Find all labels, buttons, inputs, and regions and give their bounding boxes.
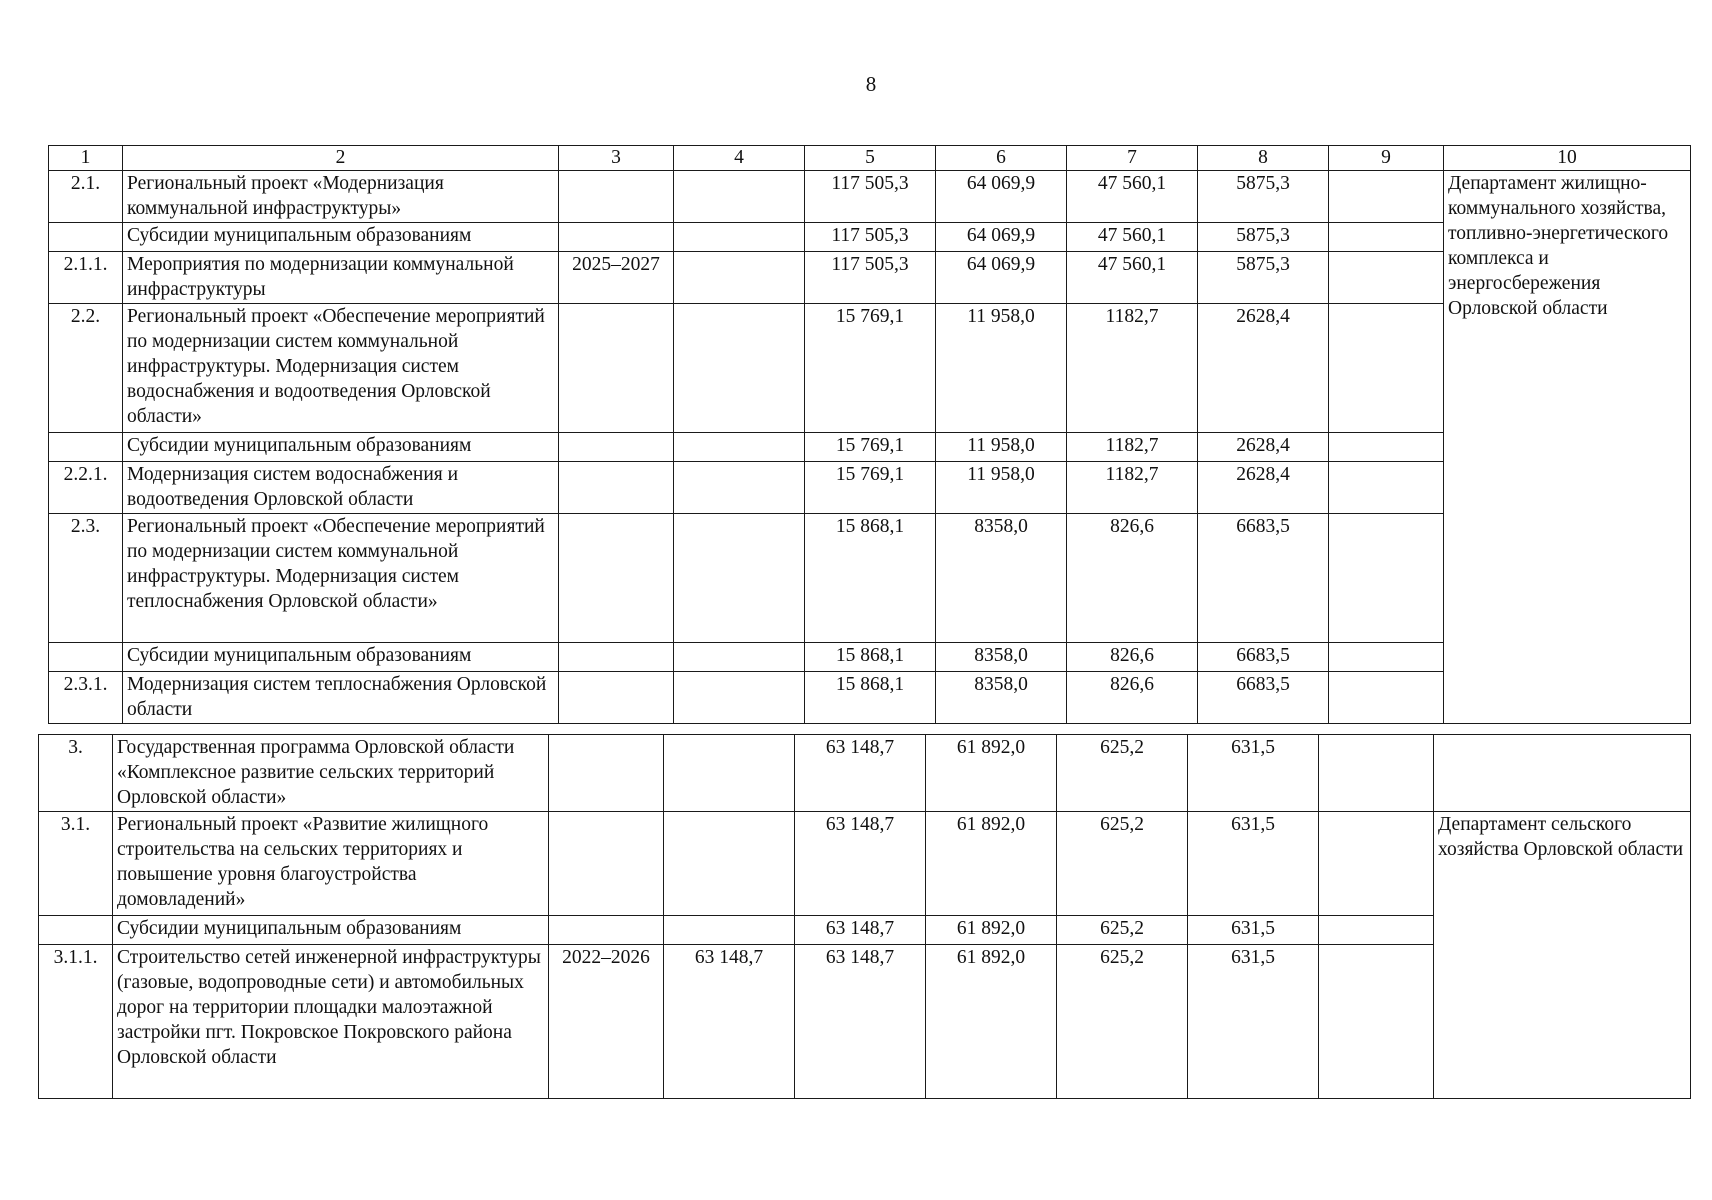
row-name: Модернизация систем водоснабжения и водоотведения Орловской области — [123, 462, 559, 514]
row-col6: 11 958,0 — [936, 462, 1067, 514]
row-col6: 11 958,0 — [936, 433, 1067, 462]
row-col4 — [674, 433, 805, 462]
row-code — [49, 223, 123, 252]
row-col5: 15 868,1 — [805, 514, 936, 643]
row-col6: 11 958,0 — [936, 304, 1067, 433]
row-name: Региональный проект «Обеспечение мероприятий по модернизации систем коммунальной инфраструктуры. Модернизация систем теплоснабжения Орловской области» — [123, 514, 559, 643]
row-period — [559, 223, 674, 252]
row-period — [559, 462, 674, 514]
row-col4 — [674, 672, 805, 724]
row-period — [559, 514, 674, 643]
row-code: 3.1.1. — [39, 945, 113, 1099]
header-col-1: 1 — [49, 146, 123, 171]
row-col9 — [1329, 514, 1444, 643]
row-period — [549, 812, 664, 916]
row-col6: 64 069,9 — [936, 252, 1067, 304]
row-col6: 61 892,0 — [926, 916, 1057, 945]
header-col-8: 8 — [1198, 146, 1329, 171]
row-col8: 6683,5 — [1198, 643, 1329, 672]
row-col7: 625,2 — [1057, 945, 1188, 1099]
row-name: Субсидии муниципальным образованиям — [113, 916, 549, 945]
row-code: 2.3.1. — [49, 672, 123, 724]
row-col8: 2628,4 — [1198, 433, 1329, 462]
row-period — [559, 171, 674, 223]
header-col-9: 9 — [1329, 146, 1444, 171]
row-name: Региональный проект «Обеспечение мероприятий по модернизации систем коммунальной инфраструктуры. Модернизация систем водоснабжения и водоотведения Орловской области» — [123, 304, 559, 433]
header-col-10: 10 — [1444, 146, 1691, 171]
row-code — [49, 433, 123, 462]
row-col4: 63 148,7 — [664, 945, 795, 1099]
row-name: Региональный проект «Развитие жилищного строительства на сельских территориях и повышение уровня благоустройства домовладений» — [113, 812, 549, 916]
row-code: 3. — [39, 735, 113, 812]
row-col9 — [1329, 223, 1444, 252]
table-row — [39, 735, 1691, 812]
row-col4 — [674, 223, 805, 252]
row-code — [49, 643, 123, 672]
row-col7: 826,6 — [1067, 514, 1198, 643]
row-code: 2.1. — [49, 171, 123, 223]
row-col7: 625,2 — [1057, 812, 1188, 916]
row-col5: 117 505,3 — [805, 171, 936, 223]
row-col6: 64 069,9 — [936, 171, 1067, 223]
row-code: 2.2. — [49, 304, 123, 433]
row-col9 — [1329, 643, 1444, 672]
row-name: Субсидии муниципальным образованиям — [123, 643, 559, 672]
row-col8: 2628,4 — [1198, 462, 1329, 514]
row-col7: 826,6 — [1067, 672, 1198, 724]
row-col5: 15 769,1 — [805, 462, 936, 514]
header-col-2: 2 — [123, 146, 559, 171]
row-period — [559, 304, 674, 433]
row-name: Субсидии муниципальным образованиям — [123, 223, 559, 252]
responsible-agriculture-department: Департамент сельского хозяйства Орловской области — [1434, 812, 1691, 1099]
header-row — [49, 146, 1691, 171]
row-col4 — [664, 735, 795, 812]
row-period — [549, 916, 664, 945]
row-name: Государственная программа Орловской области «Комплексное развитие сельских территорий Орловской области» — [113, 735, 549, 812]
header-col-4: 4 — [674, 146, 805, 171]
row-name: Мероприятия по модернизации коммунальной инфраструктуры — [123, 252, 559, 304]
row-col8: 631,5 — [1188, 916, 1319, 945]
row-col5: 63 148,7 — [795, 735, 926, 812]
header-col-7: 7 — [1067, 146, 1198, 171]
row-col9 — [1319, 945, 1434, 1099]
row-col7: 47 560,1 — [1067, 171, 1198, 223]
row-col6: 61 892,0 — [926, 735, 1057, 812]
row-col8: 6683,5 — [1198, 672, 1329, 724]
row-col9 — [1319, 812, 1434, 916]
row-code: 2.2.1. — [49, 462, 123, 514]
row-col9 — [1329, 171, 1444, 223]
row-col8: 631,5 — [1188, 812, 1319, 916]
row-col5: 117 505,3 — [805, 223, 936, 252]
row-col4 — [674, 643, 805, 672]
row-col5: 15 769,1 — [805, 433, 936, 462]
row-col9 — [1329, 433, 1444, 462]
row-col9 — [1319, 916, 1434, 945]
row-col6: 8358,0 — [936, 643, 1067, 672]
row-col7: 47 560,1 — [1067, 223, 1198, 252]
table-row — [49, 171, 1691, 223]
row-name: Региональный проект «Модернизация коммунальной инфраструктуры» — [123, 171, 559, 223]
row-col6: 61 892,0 — [926, 812, 1057, 916]
row-col7: 47 560,1 — [1067, 252, 1198, 304]
row-col4 — [674, 171, 805, 223]
row-col4 — [674, 304, 805, 433]
row-col9 — [1319, 735, 1434, 812]
row-col4 — [664, 812, 795, 916]
row-col5: 63 148,7 — [795, 812, 926, 916]
row-col5: 15 769,1 — [805, 304, 936, 433]
row-col4 — [674, 514, 805, 643]
row-col9 — [1329, 252, 1444, 304]
row-col5: 15 868,1 — [805, 643, 936, 672]
row-code: 3.1. — [39, 812, 113, 916]
row-name: Субсидии муниципальным образованиям — [123, 433, 559, 462]
row-name: Модернизация систем теплоснабжения Орловской области — [123, 672, 559, 724]
page-number: 8 — [865, 72, 877, 96]
row-col6: 61 892,0 — [926, 945, 1057, 1099]
row-col6: 8358,0 — [936, 672, 1067, 724]
row-name: Строительство сетей инженерной инфраструктуры (газовые, водопроводные сети) и автомобильных дорог на территории площадки малоэтажной застройки пгт. Покровское Покровского района Орловской области — [113, 945, 549, 1099]
row-col5: 117 505,3 — [805, 252, 936, 304]
row-col9 — [1329, 462, 1444, 514]
row-code: 2.3. — [49, 514, 123, 643]
row-col4 — [664, 916, 795, 945]
row-col9 — [1329, 672, 1444, 724]
row-period — [559, 672, 674, 724]
row-col7: 625,2 — [1057, 735, 1188, 812]
budget-table-upper — [48, 145, 1691, 724]
row-col5: 15 868,1 — [805, 672, 936, 724]
row-col5: 63 148,7 — [795, 916, 926, 945]
row-period — [559, 643, 674, 672]
responsible-program3 — [1434, 735, 1691, 812]
row-col7: 1182,7 — [1067, 433, 1198, 462]
row-col9 — [1329, 304, 1444, 433]
row-col8: 5875,3 — [1198, 223, 1329, 252]
row-code — [39, 916, 113, 945]
budget-table-lower — [38, 734, 1691, 1099]
row-col8: 631,5 — [1188, 945, 1319, 1099]
header-col-5: 5 — [805, 146, 936, 171]
row-col7: 1182,7 — [1067, 462, 1198, 514]
row-col7: 625,2 — [1057, 916, 1188, 945]
row-col8: 631,5 — [1188, 735, 1319, 812]
header-col-6: 6 — [936, 146, 1067, 171]
row-col8: 5875,3 — [1198, 252, 1329, 304]
table-row — [39, 812, 1691, 916]
row-col6: 8358,0 — [936, 514, 1067, 643]
row-col4 — [674, 252, 805, 304]
row-col7: 1182,7 — [1067, 304, 1198, 433]
row-col5: 63 148,7 — [795, 945, 926, 1099]
row-code: 2.1.1. — [49, 252, 123, 304]
row-period: 2025–2027 — [559, 252, 674, 304]
row-col7: 826,6 — [1067, 643, 1198, 672]
row-col6: 64 069,9 — [936, 223, 1067, 252]
row-col8: 2628,4 — [1198, 304, 1329, 433]
row-period — [549, 735, 664, 812]
row-col8: 6683,5 — [1198, 514, 1329, 643]
row-period: 2022–2026 — [549, 945, 664, 1099]
responsible-housing-department: Департамент жилищно-коммунального хозяйства, топливно-энергетического комплекса и энергосбережения Орловской области — [1444, 171, 1691, 724]
row-period — [559, 433, 674, 462]
row-col4 — [674, 462, 805, 514]
header-col-3: 3 — [559, 146, 674, 171]
row-col8: 5875,3 — [1198, 171, 1329, 223]
